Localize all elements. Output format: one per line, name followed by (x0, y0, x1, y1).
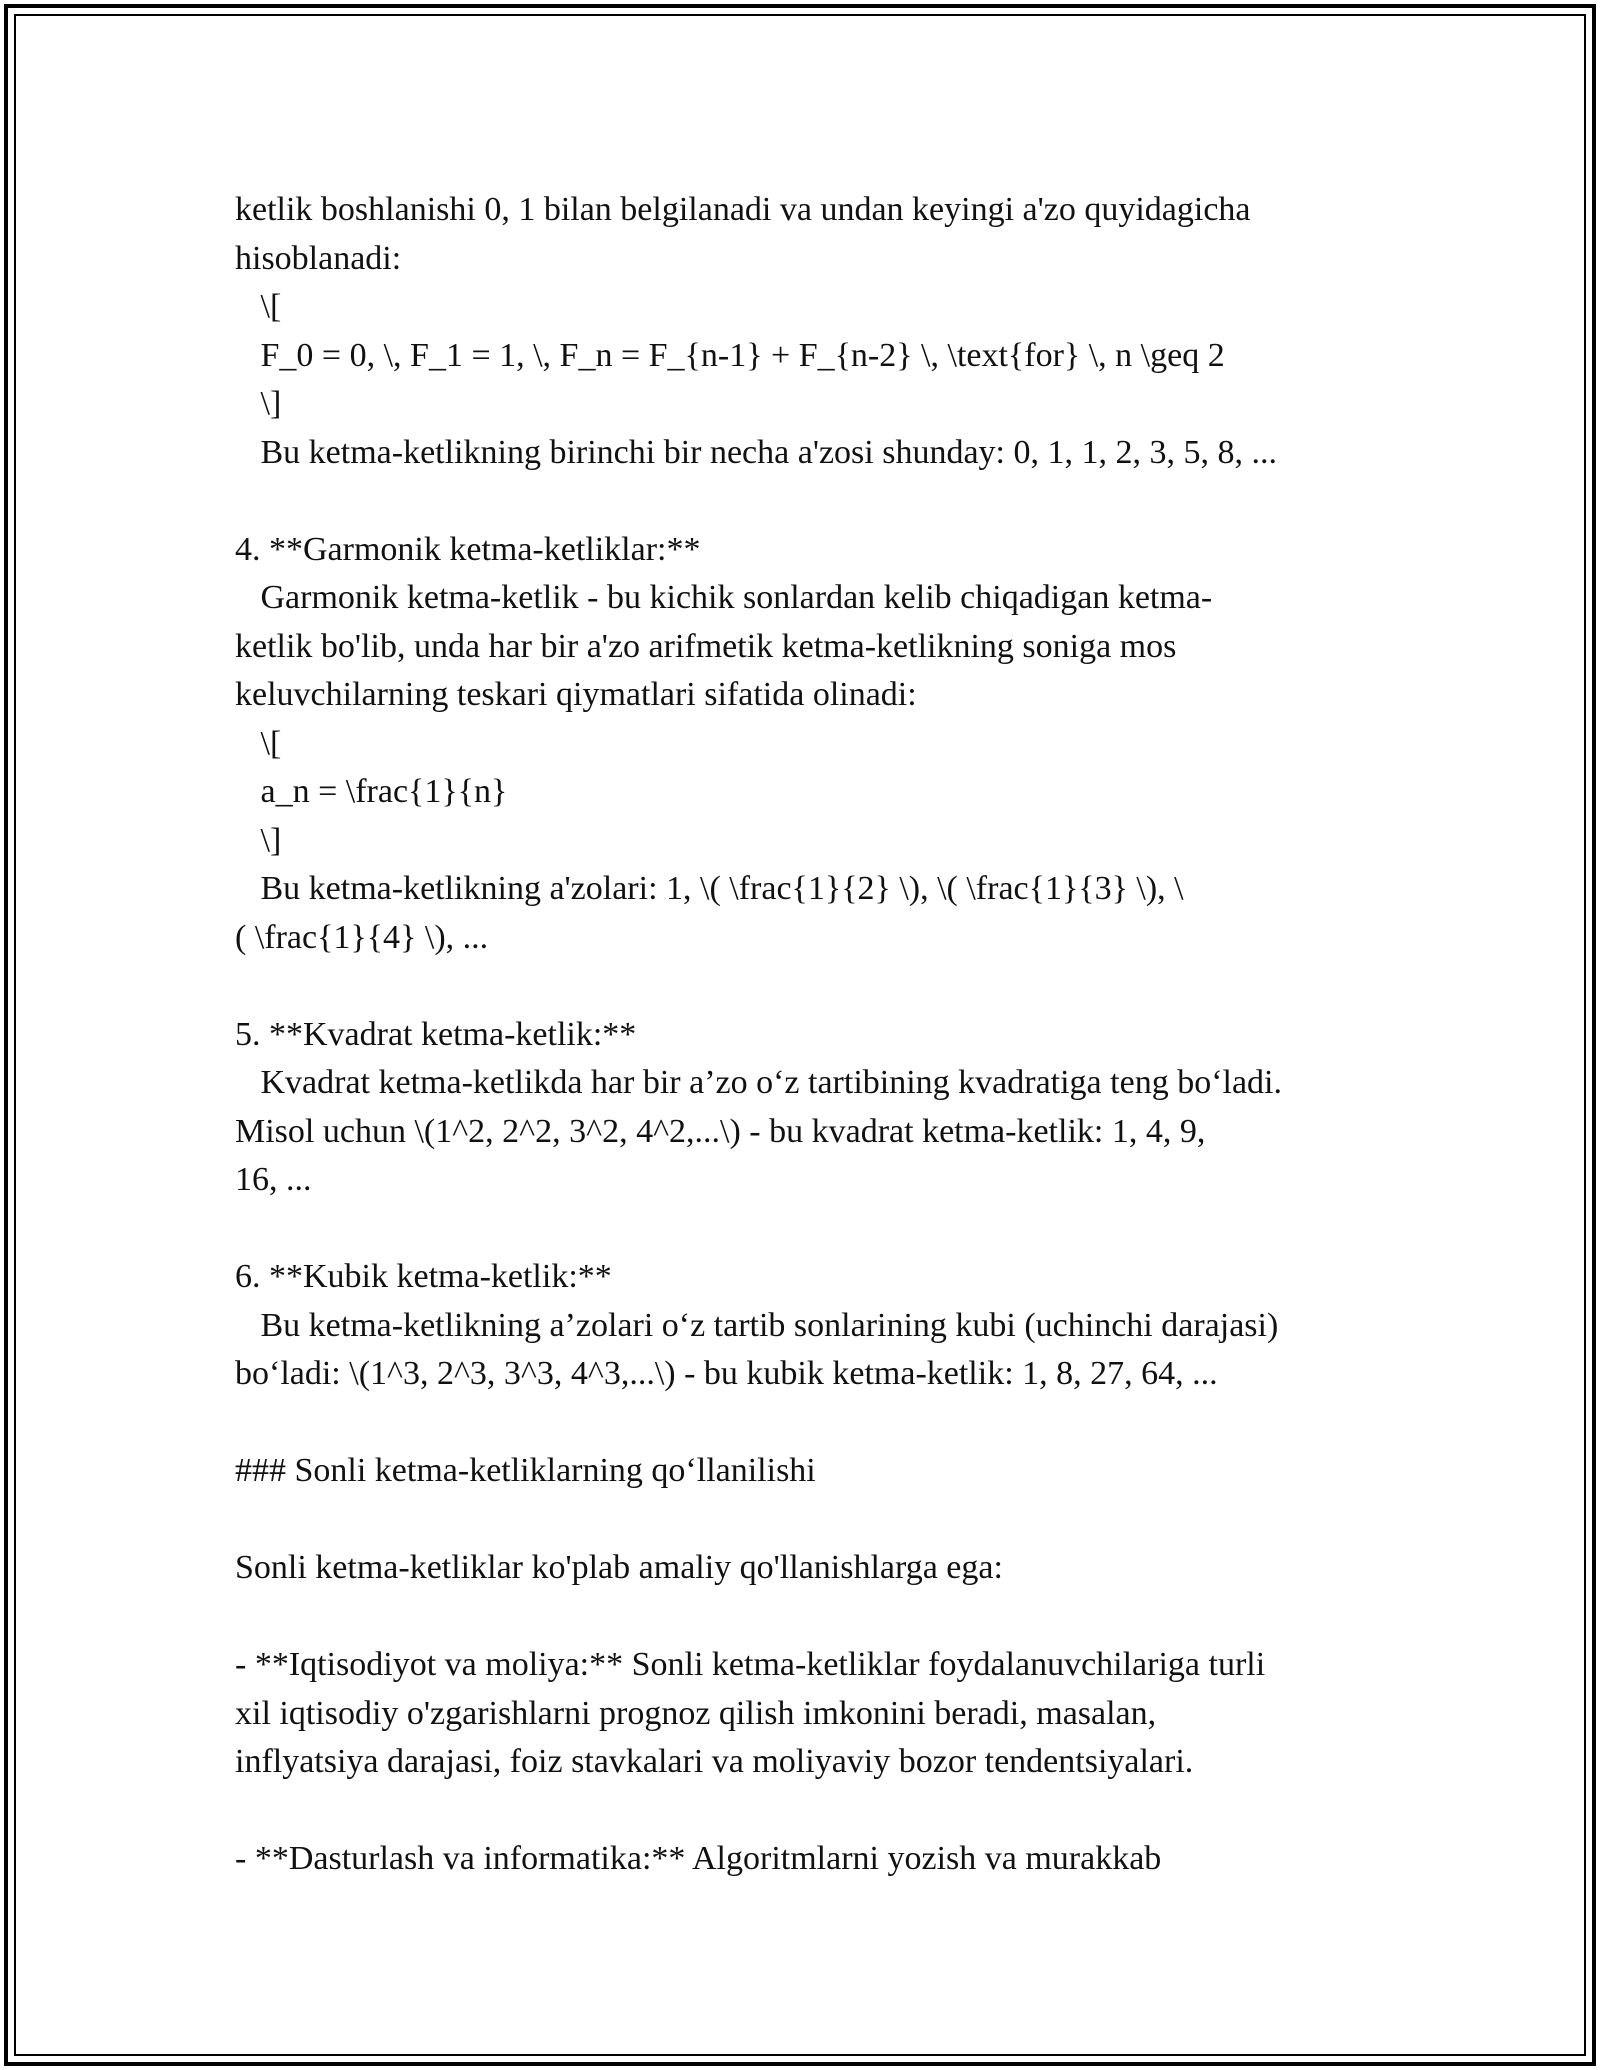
text-line: Sonli ketma-ketliklar ko'plab amaliy qo'llanishlarga ega: (235, 1549, 1003, 1586)
blank-line (235, 1496, 1435, 1545)
formula-open-line: \[ (235, 724, 282, 762)
text-line: 16, ... (235, 1161, 312, 1198)
list-heading: 4. **Garmonik ketma-ketliklar:** (235, 530, 701, 568)
blank-line (235, 1399, 1435, 1448)
blank-line (235, 1205, 1435, 1254)
blank-line (235, 477, 1435, 526)
text-line: Garmonik ketma-ketlik - bu kichik sonlardan kelib chiqadigan ketma- (235, 579, 1213, 616)
formula-line: a_n = \frac{1}{n} (235, 773, 508, 810)
bullet-line: - **Dasturlash va informatika:** Algoritmlarni yozish va murakkab (235, 1840, 1162, 1877)
list-heading: 6. **Kubik ketma-ketlik:** (235, 1258, 612, 1295)
formula-line: F_0 = 0, \, F_1 = 1, \, F_n = F_{n-1} + F_{n-2} \, \text{for} \, n \geq 2 (235, 336, 1225, 374)
blank-line (235, 962, 1435, 1011)
section-heading: ### Sonli ketma-ketliklarning qo‘llanilishi (235, 1452, 816, 1489)
text-line: Bu ketma-ketlikning a’zolari o‘z tartib sonlarining kubi (uchinchi darajasi) (235, 1306, 1279, 1344)
list-heading: 5. **Kvadrat ketma-ketlik:** (235, 1015, 637, 1053)
text-line: ketlik bo'lib, unda har bir a'zo arifmetik ketma-ketlikning soniga mos (235, 627, 1177, 665)
text-line: keluvchilarning teskari qiymatlari sifatida olinadi: (235, 676, 917, 713)
blank-line (235, 1787, 1435, 1836)
text-line: Kvadrat ketma-ketlikda har bir a’zo o‘z tartibining kvadratiga teng bo‘ladi. (235, 1064, 1282, 1101)
text-line: ketlik boshlanishi 0, 1 bilan belgilanadi va undan keyingi a'zo quyidagicha (235, 191, 1251, 228)
text-line: xil iqtisodiy o'zgarishlarni prognoz qilish imkonini beradi, masalan, (235, 1694, 1157, 1732)
blank-line (235, 1593, 1435, 1642)
text-line: bo‘ladi: \(1^3, 2^3, 3^3, 4^3,...\) - bu kubik ketma-ketlik: 1, 8, 27, 64, ... (235, 1355, 1218, 1392)
text-line: Bu ketma-ketlikning a'zolari: 1, \( \frac{1}{2} \), \( \frac{1}{3} \), \ (235, 870, 1184, 907)
text-line: Bu ketma-ketlikning birinchi bir necha a'zosi shunday: 0, 1, 1, 2, 3, 5, 8, ... (235, 433, 1277, 471)
text-line: inflyatsiya darajasi, foiz stavkalari va moliyaviy bozor tendentsiyalari. (235, 1743, 1194, 1780)
formula-close-line: \] (235, 385, 282, 422)
document-body (235, 186, 1435, 1884)
text-line: hisoblanadi: (235, 239, 402, 277)
formula-close-line: \] (235, 821, 282, 859)
text-line: Misol uchun \(1^2, 2^2, 3^2, 4^2,...\) - bu kvadrat ketma-ketlik: 1, 4, 9, (235, 1112, 1206, 1150)
text-line: ( \frac{1}{4} \), ... (235, 918, 489, 956)
bullet-line: - **Iqtisodiyot va moliya:** Sonli ketma-ketliklar foydalanuvchilariga turli (235, 1646, 1266, 1683)
formula-open-line: \[ (235, 288, 282, 325)
